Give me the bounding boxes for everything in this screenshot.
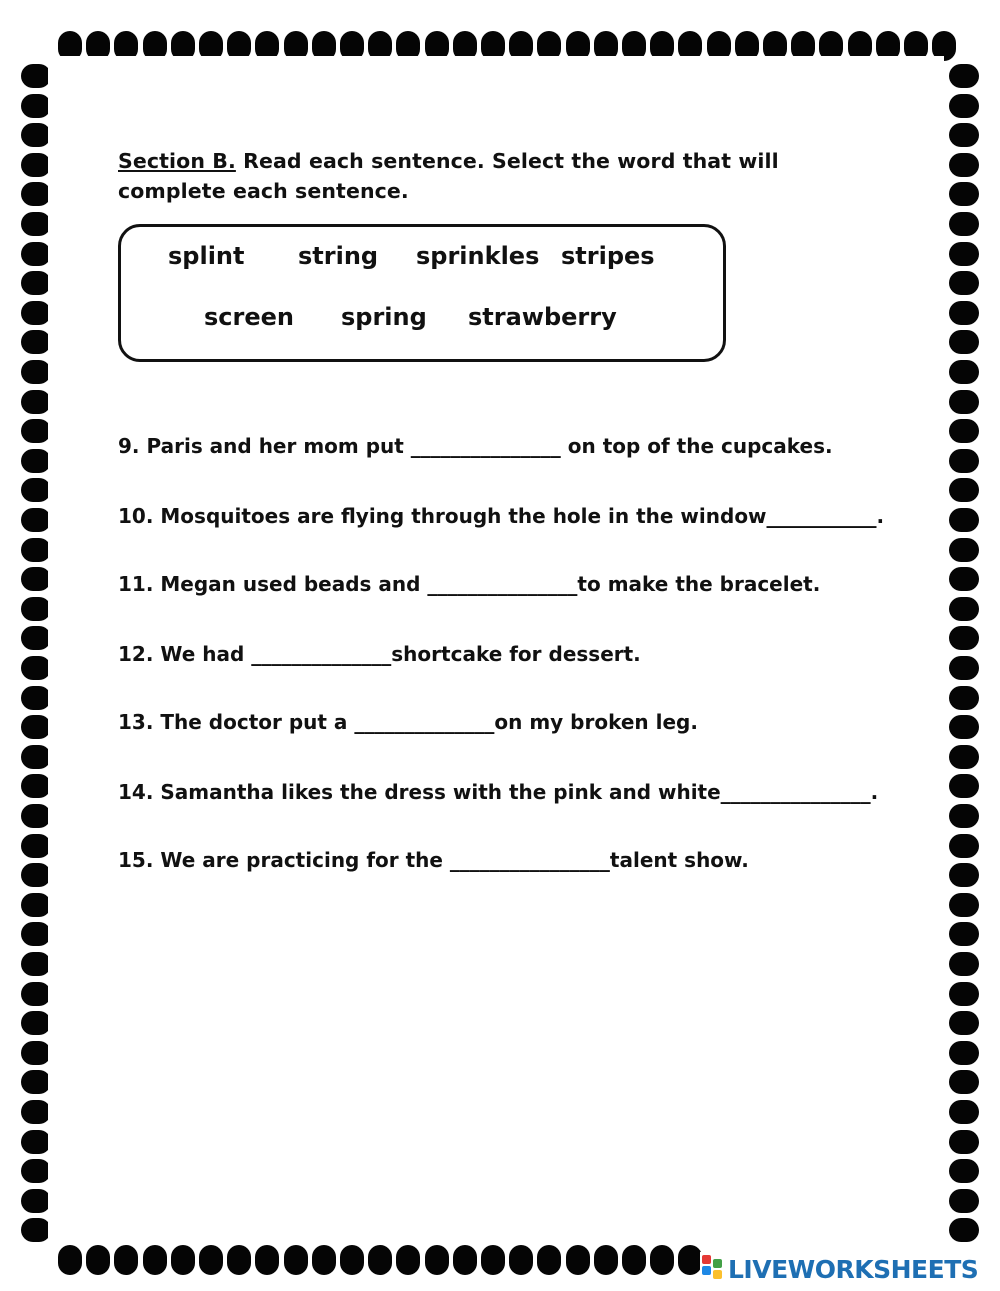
border-scallop [949, 1041, 979, 1065]
border-scallop [21, 952, 51, 976]
border-scallop [21, 538, 51, 562]
border-scallop [949, 360, 979, 384]
border-scallop [949, 182, 979, 206]
border-scallop [425, 1245, 449, 1275]
border-scallop [21, 153, 51, 177]
border-scallop [949, 686, 979, 710]
question-15: 15. We are practicing for the ________________talent show. [118, 848, 749, 872]
border-scallop [21, 982, 51, 1006]
border-scallop [949, 271, 979, 295]
border-scallop [21, 242, 51, 266]
border-scallop [21, 774, 51, 798]
border-scallop [949, 1159, 979, 1183]
border-scallop [949, 774, 979, 798]
border-scallop [21, 360, 51, 384]
border-scallop [949, 212, 979, 236]
border-scallop [21, 301, 51, 325]
border-scallop [21, 686, 51, 710]
border-scallop [21, 863, 51, 887]
border-scallop [227, 1245, 251, 1275]
border-scallop [21, 804, 51, 828]
border-scallop [255, 1245, 279, 1275]
border-scallop [949, 153, 979, 177]
border-scallop [21, 449, 51, 473]
border-scallop [949, 656, 979, 680]
border-scallop [143, 1245, 167, 1275]
border-scallop [949, 242, 979, 266]
border-scallop [21, 1218, 51, 1242]
border-scallop [21, 94, 51, 118]
question-10: 10. Mosquitoes are flying through the hole in the window___________. [118, 504, 885, 528]
border-scallop [21, 715, 51, 739]
border-scallop [949, 390, 979, 414]
question-9: 9. Paris and her mom put _______________ on top of the cupcakes. [118, 434, 833, 458]
border-scallop [86, 1245, 110, 1275]
border-scallop [949, 538, 979, 562]
word-bank-word: sprinkles [416, 242, 540, 270]
border-scallop [21, 123, 51, 147]
border-scallop [949, 301, 979, 325]
border-scallop [949, 508, 979, 532]
border-scallop [566, 1245, 590, 1275]
question-13: 13. The doctor put a ______________on my broken leg. [118, 710, 698, 734]
border-scallop [949, 330, 979, 354]
word-bank-word: strawberry [468, 303, 617, 331]
border-scallop [650, 1245, 674, 1275]
border-scallop [199, 1245, 223, 1275]
word-bank-word: stripes [561, 242, 655, 270]
border-scallop [21, 1189, 51, 1213]
border-scallop [21, 834, 51, 858]
instructions [118, 146, 878, 206]
border-scallop [21, 922, 51, 946]
border-scallop [949, 893, 979, 917]
border-scallop [949, 567, 979, 591]
border-scallop [949, 745, 979, 769]
border-scallop [622, 1245, 646, 1275]
border-scallop [949, 922, 979, 946]
border-scallop [949, 94, 979, 118]
instructions-text: Read each sentence. Select the word that will complete each sentence. [118, 149, 779, 203]
border-scallop [21, 567, 51, 591]
border-scallop [312, 1245, 336, 1275]
border-scallop [21, 1159, 51, 1183]
question-14: 14. Samantha likes the dress with the pink and white_______________. [118, 780, 879, 804]
border-scallop [537, 1245, 561, 1275]
border-scallop [21, 1041, 51, 1065]
border-scallop [678, 1245, 702, 1275]
border-scallop [949, 1070, 979, 1094]
border-scallop [21, 271, 51, 295]
border-scallop [949, 804, 979, 828]
border-scallop [949, 478, 979, 502]
border-scallop [21, 390, 51, 414]
border-scallop [949, 597, 979, 621]
border-scallop [21, 597, 51, 621]
liveworksheets-logo-icon [702, 1255, 724, 1283]
question-12: 12. We had ______________shortcake for dessert. [118, 642, 641, 666]
border-scallop [949, 1189, 979, 1213]
border-scallop [949, 1100, 979, 1124]
border-scallop [21, 182, 51, 206]
border-scallop [949, 626, 979, 650]
watermark-text: LIVEWORKSHEETS [728, 1254, 979, 1284]
border-scallop [949, 123, 979, 147]
word-bank-word: screen [204, 303, 294, 331]
border-scallop [21, 508, 51, 532]
border-scallop [21, 626, 51, 650]
border-scallop [949, 419, 979, 443]
border-scallop [368, 1245, 392, 1275]
border-scallop [949, 1011, 979, 1035]
border-scallop [949, 1130, 979, 1154]
border-scallop [21, 330, 51, 354]
border-scallop [21, 745, 51, 769]
border-scallop [949, 449, 979, 473]
border-scallop [949, 982, 979, 1006]
border-scallop [114, 1245, 138, 1275]
border-scallop [949, 952, 979, 976]
word-bank-word: splint [168, 242, 245, 270]
border-scallop [21, 893, 51, 917]
border-scallop [949, 863, 979, 887]
word-bank-word: string [298, 242, 379, 270]
scalloped-border-right [944, 0, 984, 1291]
border-scallop [949, 64, 979, 88]
border-scallop [949, 715, 979, 739]
border-scallop [396, 1245, 420, 1275]
border-scallop [594, 1245, 618, 1275]
border-scallop [21, 1070, 51, 1094]
border-scallop [949, 1218, 979, 1242]
border-scallop [21, 212, 51, 236]
border-scallop [949, 834, 979, 858]
border-scallop [21, 64, 51, 88]
border-scallop [171, 1245, 195, 1275]
border-scallop [21, 1100, 51, 1124]
border-scallop [21, 1130, 51, 1154]
border-scallop [340, 1245, 364, 1275]
border-scallop [21, 419, 51, 443]
liveworksheets-watermark [700, 1252, 986, 1286]
section-label: Section B. [118, 149, 236, 173]
word-bank-word: spring [341, 303, 427, 331]
border-scallop [21, 478, 51, 502]
border-scallop [509, 1245, 533, 1275]
border-scallop [58, 1245, 82, 1275]
border-scallop [284, 1245, 308, 1275]
border-scallop [453, 1245, 477, 1275]
border-scallop [21, 656, 51, 680]
border-scallop [481, 1245, 505, 1275]
border-scallop [21, 1011, 51, 1035]
question-11: 11. Megan used beads and _______________to make the bracelet. [118, 572, 821, 596]
